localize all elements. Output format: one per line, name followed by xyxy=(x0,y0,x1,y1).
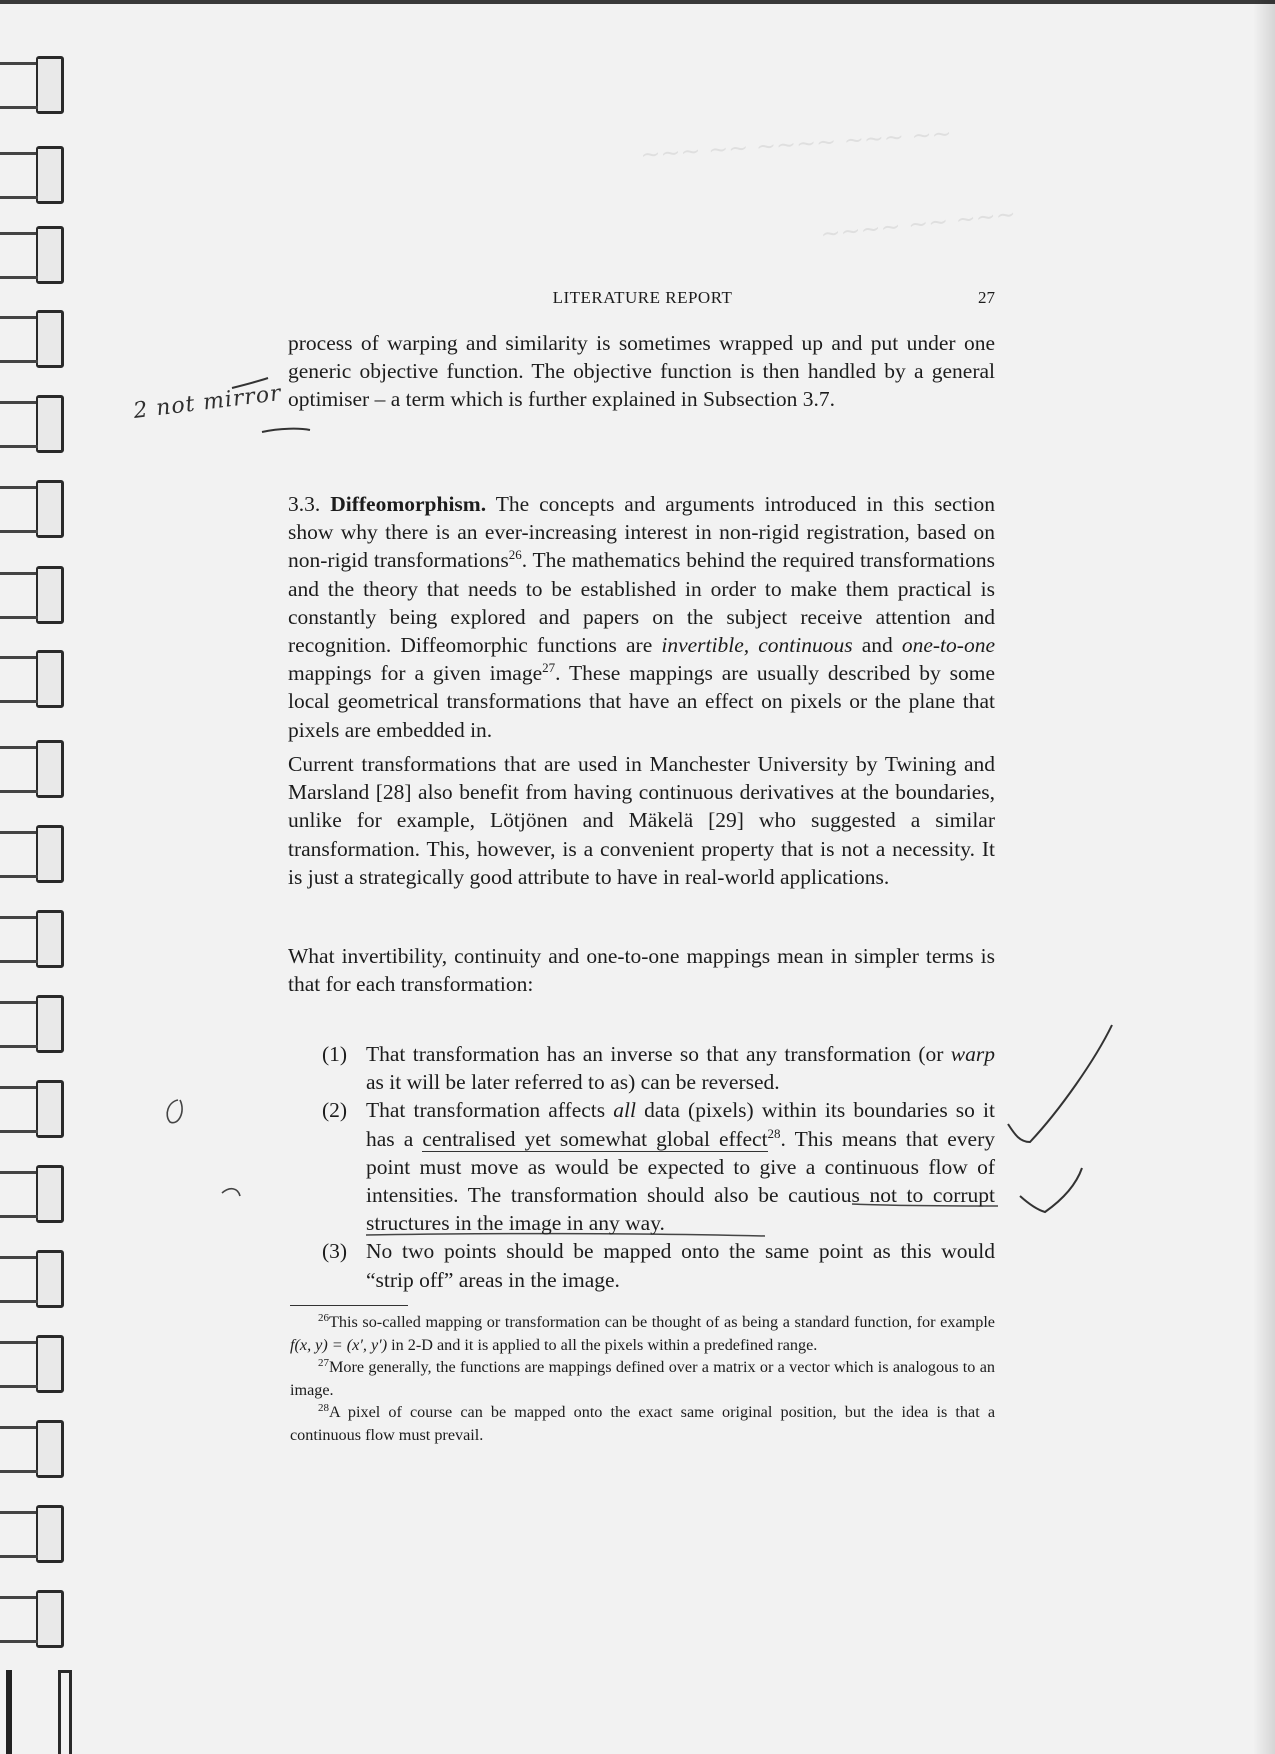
footnote-26 xyxy=(290,1311,995,1356)
list-item xyxy=(322,1237,995,1293)
binding-spine xyxy=(6,1670,12,1754)
binding-ring xyxy=(30,995,66,1053)
handwritten-margin-note: 2 not mirror xyxy=(132,381,283,424)
binding-ring xyxy=(30,1505,66,1563)
tick-mark-icon xyxy=(1020,1168,1082,1212)
section-paragraph xyxy=(288,490,995,744)
list-text: data (pixels) within its boundaries so it has a xyxy=(366,1098,995,1151)
property-list xyxy=(322,1040,995,1294)
spiral-binding xyxy=(0,0,80,1754)
footnote-text: A pixel of course can be mapped onto the exact same original position, but the idea is that a continuous flow must prevail. xyxy=(290,1403,995,1444)
binding-ring xyxy=(30,56,66,114)
list-text: . xyxy=(659,1211,665,1236)
section-text: . The mathematics behind the required transformations and the theory that needs to be established in order to make them practical is constantly being explored and papers on the subject receive attention and recognition. Diffeomorphic functions are xyxy=(288,548,995,658)
binding-ring xyxy=(30,740,66,798)
binding-ring xyxy=(30,310,66,368)
binding-ring xyxy=(30,1335,66,1393)
page-number: 27 xyxy=(978,288,995,307)
footnote-text: More generally, the functions are mappings defined over a matrix or a vector which is analogous to an image. xyxy=(290,1358,995,1399)
underlined-phrase: be cautious not to corrupt structures in the image in any way xyxy=(366,1183,995,1236)
binding-ring xyxy=(30,1590,66,1648)
list-item xyxy=(322,1040,995,1096)
paragraph-definition: What invertibility, continuity and one-to-one mappings mean in simpler terms is that for each transformation: xyxy=(288,944,995,997)
binding-ring xyxy=(30,480,66,538)
list-marker: (2) xyxy=(322,1098,348,1123)
footnotes xyxy=(290,1311,995,1447)
pen-circle-icon xyxy=(167,1100,182,1123)
footnote-28 xyxy=(290,1401,995,1446)
running-header xyxy=(290,288,995,312)
binding-ring xyxy=(30,1080,66,1138)
binding-ring xyxy=(30,1420,66,1478)
paper-top-edge xyxy=(0,0,1275,4)
show-through-handwriting: ~~~~ ~~ ~~~ xyxy=(819,199,1018,249)
emphasis: all xyxy=(613,1098,636,1123)
header-title: LITERATURE REPORT xyxy=(552,288,733,307)
page-shadow xyxy=(1253,0,1275,1754)
math-expression: f(x, y) = (x′, y′) xyxy=(290,1335,388,1354)
binding-ring xyxy=(30,910,66,968)
show-through-handwriting: ~~~ ~~ ~~~~ ~~~ ~~ xyxy=(639,119,953,169)
binding-ring xyxy=(30,226,66,284)
binding-ring xyxy=(30,1165,66,1223)
footnote-number: 28 xyxy=(318,1402,329,1415)
section-number: 3.3. xyxy=(288,492,321,516)
footnote-number: 26 xyxy=(318,1312,329,1324)
emphasis: one-to-one xyxy=(901,633,995,658)
footnote-ref: 27 xyxy=(542,660,556,676)
binding-ring xyxy=(58,1670,72,1754)
section-text: . These mappings are usually described by some local geometrical transformations that have an effect on pixels or the plane that pixels are embedded in. xyxy=(288,661,995,742)
paragraph-transformations: Current transformations that are used in Manchester University by Twining and Marsland [28] also benefit from having continuous derivatives at the boundaries, unlike for example, Lötjönen and Mäkelä [29] who suggested a similar transformation. This, however, is a convenient property that is not a necessity. It is just a strategically good attribute to have in real-world applications. xyxy=(288,752,995,889)
footnote-ref: 26 xyxy=(508,547,522,563)
binding-ring xyxy=(30,395,66,453)
footnote-ref: 28 xyxy=(767,1125,781,1141)
binding-ring xyxy=(30,1250,66,1308)
list-marker: (3) xyxy=(322,1239,348,1264)
binding-ring xyxy=(30,650,66,708)
footnote-rule xyxy=(290,1305,408,1306)
section-title: Diffeomorphism. xyxy=(330,492,487,516)
footnote-number: 27 xyxy=(318,1357,329,1370)
list-text: . This means that every point must move as would be expected to give a continuous flow of intensities. The transformation should also xyxy=(366,1126,995,1208)
footnote-text: This so-called mapping or transformation can be thought of as being a standard function, for example xyxy=(329,1313,995,1331)
emphasis: invertible, continuous xyxy=(661,633,853,658)
section-text: and xyxy=(852,633,902,658)
binding-ring xyxy=(30,825,66,883)
section-text: mappings for a given image xyxy=(288,661,543,686)
list-text: as it will be later referred to as) can be reversed. xyxy=(366,1070,780,1095)
tick-mark-icon xyxy=(1008,1025,1112,1142)
section-text: The concepts and arguments introduced in this section show why there is an ever-increasing interest in non-rigid registration, based on non-rigid transformations xyxy=(288,492,995,573)
list-marker: (1) xyxy=(322,1042,348,1066)
underlined-phrase: centralised yet somewhat global effect xyxy=(422,1126,768,1151)
footnote-text: in 2-D and it is applied to all the pixels within a predefined range. xyxy=(387,1335,818,1354)
pen-hook-icon xyxy=(222,1189,240,1196)
list-item xyxy=(322,1096,995,1237)
pen-underline xyxy=(262,429,310,432)
binding-ring xyxy=(30,146,66,204)
binding-ring xyxy=(30,566,66,624)
footnote-27 xyxy=(290,1356,995,1401)
paragraph-intro: process of warping and similarity is sometimes wrapped up and put under one generic objective function. The objective function is then handled by a general optimiser – a term which is further explained in Subsection 3.7. xyxy=(288,331,995,412)
list-text: That transformation has an inverse so that any transformation (or xyxy=(366,1042,951,1066)
list-text: No two points should be mapped onto the same point as this would “strip off” areas in the image. xyxy=(366,1239,995,1292)
emphasis: warp xyxy=(950,1042,995,1066)
list-text: That transformation affects xyxy=(366,1098,614,1123)
